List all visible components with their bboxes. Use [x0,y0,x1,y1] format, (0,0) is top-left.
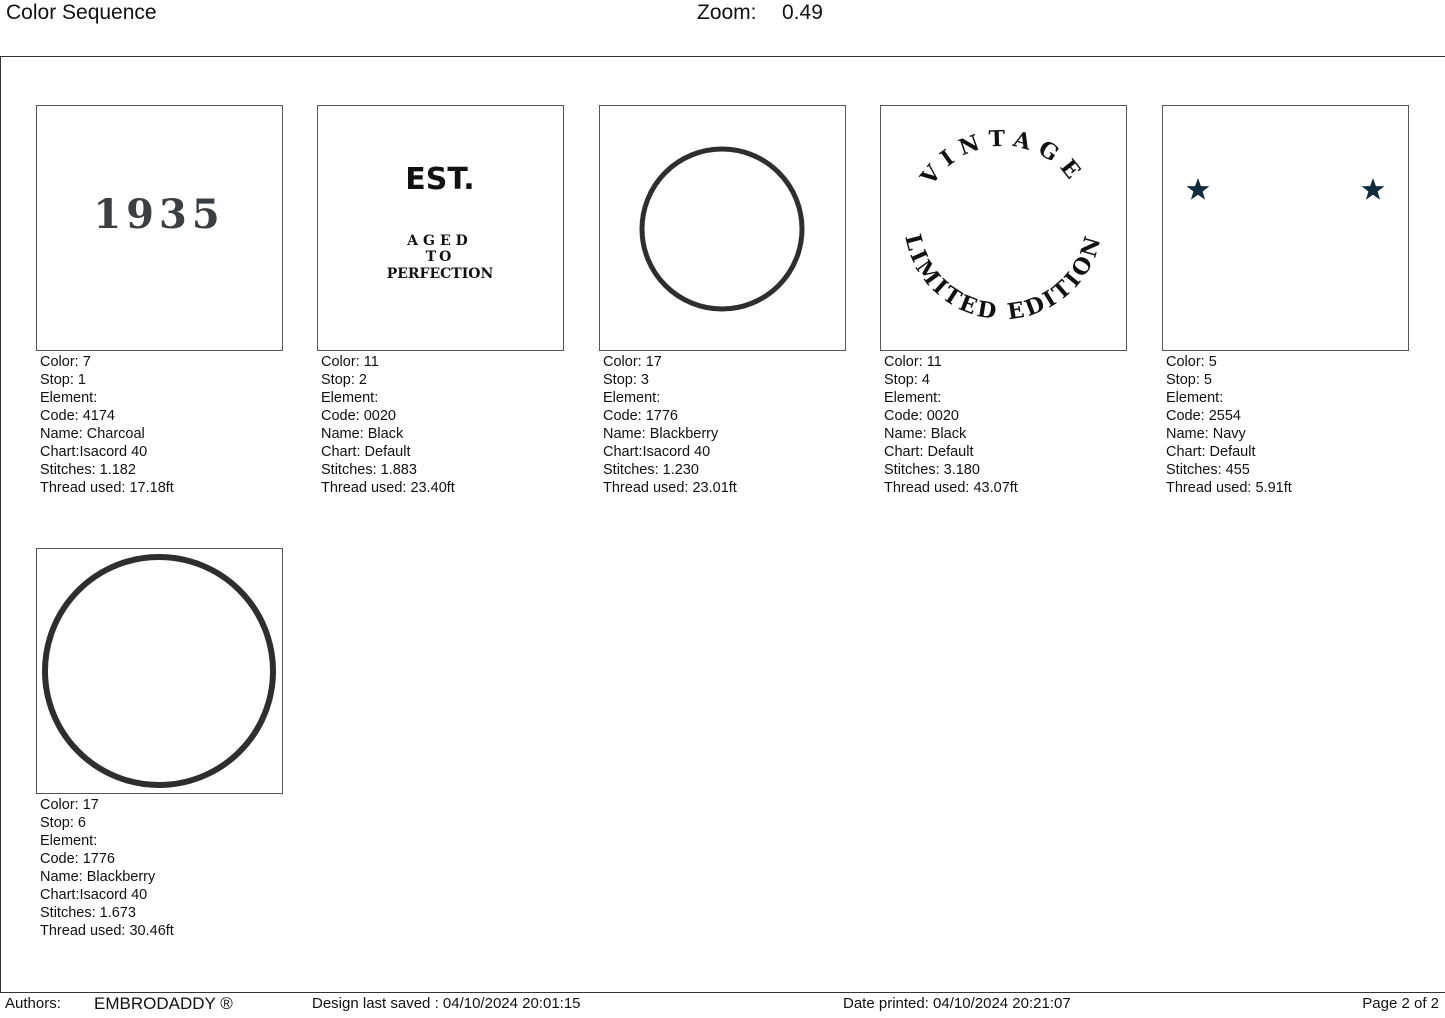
color-card-5 [1162,105,1410,497]
stop-value: 6 [77,815,86,831]
star-icon [1187,178,1210,200]
art-1935 [37,106,282,350]
zoom-label: Zoom: [697,1,757,24]
name-value: Black [367,426,404,442]
art-text-1935: 1935 [93,191,225,238]
stop-value: 4 [921,372,930,388]
art-text-est: EST. [405,162,475,197]
code-value: 0020 [926,408,959,424]
art-text-aged: AGED [407,233,473,249]
stop-value: 1 [77,372,86,388]
color-card-3 [599,105,847,497]
thread-value: 30.46ft [129,923,174,939]
card-info: Color: 17 Stop: 3 Element: Code: 1776 Name: Blackberry Chart:Isacord 40 Stitches: 1.230 Thread used: 23.01ft [603,354,737,496]
card-info: Color: 11 Stop: 2 Element: Code: 0020 Name: Black Chart: Default Stitches: 1.883 Thread used: 23.40ft [321,354,455,496]
chart-value: Default [1205,444,1256,460]
art-text-limited-edition: LIMITED EDITION [899,230,1108,326]
name-value: Blackberry [86,869,156,885]
report-title: Color Sequence [6,1,157,24]
stop-value: 3 [640,372,649,388]
color-value: 11 [926,354,942,370]
color-card-1 [36,105,284,497]
art-est [318,106,563,350]
code-value: 4174 [82,408,115,424]
card-info: Color: 5 Stop: 5 Element: Code: 2554 Name: Navy Chart: Default Stitches: 455 Thread used: 5.91ft [1166,354,1292,496]
stitches-value: 1.182 [99,462,136,478]
card-info: Color: 7 Stop: 1 Element: Code: 4174 Name: Charcoal Chart:Isacord 40 Stitches: 1.182 Thread used: 17.18ft [40,354,174,496]
thread-value: 23.01ft [692,480,737,496]
chart-value: Default [360,444,411,460]
date-printed: Date printed: 04/10/2024 20:21:07 [843,995,1071,1012]
name-value: Navy [1212,426,1246,442]
code-value: 2554 [1208,408,1241,424]
chart-value: Isacord 40 [79,887,148,903]
thumbnail-est [317,105,564,351]
zoom-value: 0.49 [782,1,823,24]
color-value: 11 [363,354,379,370]
stitches-value: 455 [1225,462,1250,478]
stitches-value: 1.883 [380,462,417,478]
art-text-to: TO [425,249,455,265]
color-card-2 [317,105,565,497]
ring-shape [642,149,802,309]
art-text-vintage: VINTAGE [915,125,1091,191]
stitches-value: 1.673 [99,905,136,921]
stitches-value: 1.230 [662,462,699,478]
chart-value: Isacord 40 [642,444,711,460]
thumbnail-ring-small [599,105,846,351]
author-name: EMBRODADDY ® [94,994,233,1013]
code-value: 1776 [82,851,115,867]
stop-value: 2 [358,372,367,388]
color-card-6 [36,548,284,940]
thread-value: 23.40ft [410,480,455,496]
thumbnail-ring-large [36,548,283,794]
stitches-value: 3.180 [943,462,980,478]
ring-shape [45,557,273,785]
art-ring-small [600,106,845,350]
page-number: Page 2 of 2 [1362,995,1439,1012]
color-value: 5 [1208,354,1217,370]
code-value: 0020 [363,408,396,424]
name-value: Black [930,426,967,442]
thread-value: 17.18ft [129,480,174,496]
thread-value: 5.91ft [1255,480,1292,496]
thread-value: 43.07ft [973,480,1018,496]
card-info: Color: 11 Stop: 4 Element: Code: 0020 Name: Black Chart: Default Stitches: 3.180 Thread used: 43.07ft [884,354,1018,496]
color-value: 17 [82,797,99,813]
thumbnail-vintage [880,105,1127,351]
name-value: Charcoal [86,426,145,442]
color-value: 17 [645,354,662,370]
star-icon [1362,178,1385,200]
authors-label: Authors: [5,995,61,1012]
chart-value: Isacord 40 [79,444,148,460]
color-value: 7 [82,354,91,370]
name-value: Blackberry [649,426,719,442]
code-value: 1776 [645,408,678,424]
thumbnail-stars [1162,105,1409,351]
art-stars [1163,106,1408,350]
design-last-saved: Design last saved : 04/10/2024 20:01:15 [312,995,581,1012]
art-ring-large [37,549,282,793]
thumbnail-1935 [36,105,283,351]
art-text-perfection: PERFECTION [386,266,494,282]
color-card-4 [880,105,1128,497]
chart-value: Default [923,444,974,460]
art-vintage [881,106,1126,350]
card-info: Color: 17 Stop: 6 Element: Code: 1776 Name: Blackberry Chart:Isacord 40 Stitches: 1.673 Thread used: 30.46ft [40,797,174,939]
report-footer [0,994,1445,1018]
stop-value: 5 [1203,372,1212,388]
